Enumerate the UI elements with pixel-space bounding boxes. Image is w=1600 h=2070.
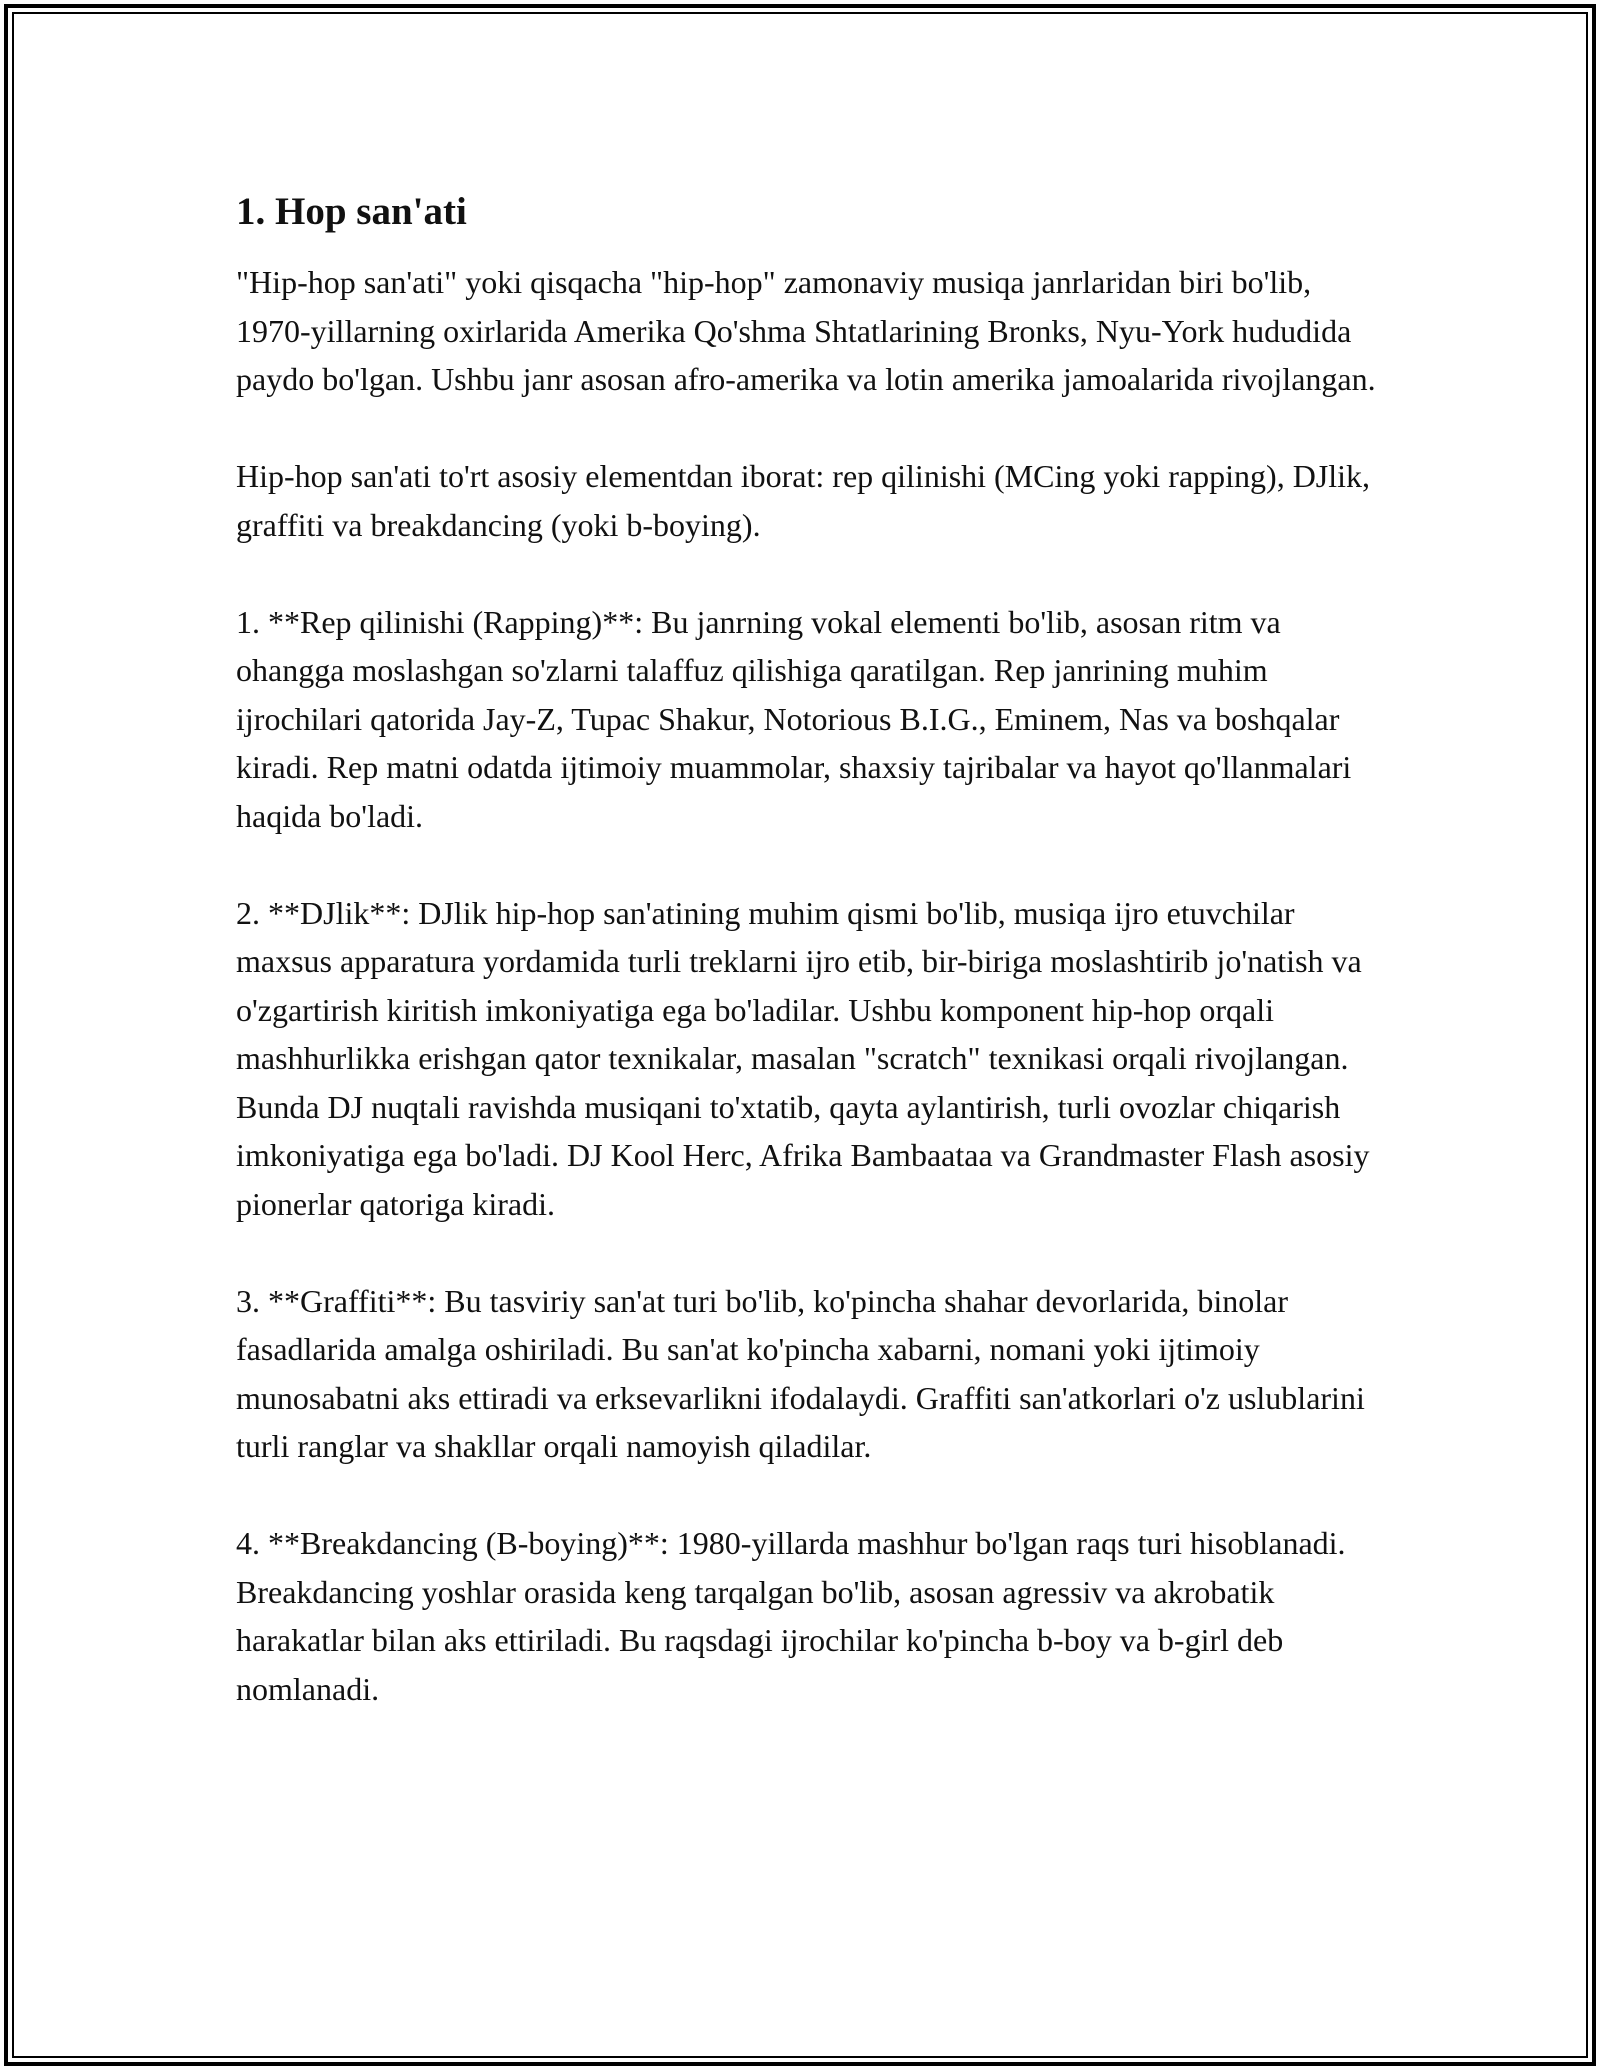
document-title: 1. Hop san'ati bbox=[236, 190, 467, 233]
paragraph-graffiti: 3. **Graffiti**: Bu tasviriy san'at turi bo'lib, ko'pincha shahar devorlarida, binolar fasadlarida amalga oshiriladi. Bu san'at ko'pincha xabarni, nomani yoki ijtimoiy munosabatni aks ettiradi va erksevarlikni ifodalaydi. Graffiti san'atkorlari o'z uslublarini turli ranglar va shakllar orqali namoyish qiladilar. bbox=[236, 1282, 1365, 1464]
document-body bbox=[236, 188, 1376, 1713]
paragraph-rapping: 1. **Rep qilinishi (Rapping)**: Bu janrning vokal elementi bo'lib, asosan ritm va ohangga moslashgan so'zlarni talaffuz qilishiga qaratilgan. Rep janrining muhim ijrochilari qatorida Jay-Z, Tupac Shakur, Notorious B.I.G., Eminem, Nas va boshqalar kiradi. Rep matni odatda ijtimoiy muammolar, shaxsiy tajribalar va hayot qo'llanmalari haqida bo'ladi. bbox=[236, 603, 1352, 834]
paragraph-intro: "Hip-hop san'ati" yoki qisqacha "hip-hop" zamonaviy musiqa janrlaridan biri bo'lib, 1970-yillarning oxirlarida Amerika Qo'shma Shtatlarining Bronks, Nyu-York hududida paydo bo'lgan. Ushbu janr asosan afro-amerika va lotin amerika jamoalarida rivojlangan. bbox=[236, 264, 1376, 397]
paragraph-djing: 2. **DJlik**: DJlik hip-hop san'atining muhim qismi bo'lib, musiqa ijro etuvchilar maxsus apparatura yordamida turli treklarni ijro etib, bir-biriga moslashtirib jo'natish va o'zgartirish kiritish imkoniyatiga ega bo'ladilar. Ushbu komponent hip-hop orqali mashhurlikka erishgan qator texnikalar, masalan "scratch" texnikasi orqali rivojlangan. Bunda DJ nuqtali ravishda musiqani to'xtatib, qayta aylantirish, turli ovozlar chiqarish imkoniyatiga ega bo'ladi. DJ Kool Herc, Afrika Bambaataa va Grandmaster Flash asosiy pionerlar qatoriga kiradi. bbox=[236, 894, 1370, 1222]
paragraph-elements: Hip-hop san'ati to'rt asosiy elementdan iborat: rep qilinishi (MCing yoki rapping), DJlik, graffiti va breakdancing (yoki b-boying). bbox=[236, 458, 1371, 543]
paragraph-breakdancing: 4. **Breakdancing (B-boying)**: 1980-yillarda mashhur bo'lgan raqs turi hisoblanadi. Breakdancing yoshlar orasida keng tarqalgan bo'lib, asosan agressiv va akrobatik harakatlar bilan aks ettiriladi. Bu raqsdagi ijrochilar ko'pincha b-boy va b-girl deb nomlanadi. bbox=[236, 1525, 1346, 1707]
